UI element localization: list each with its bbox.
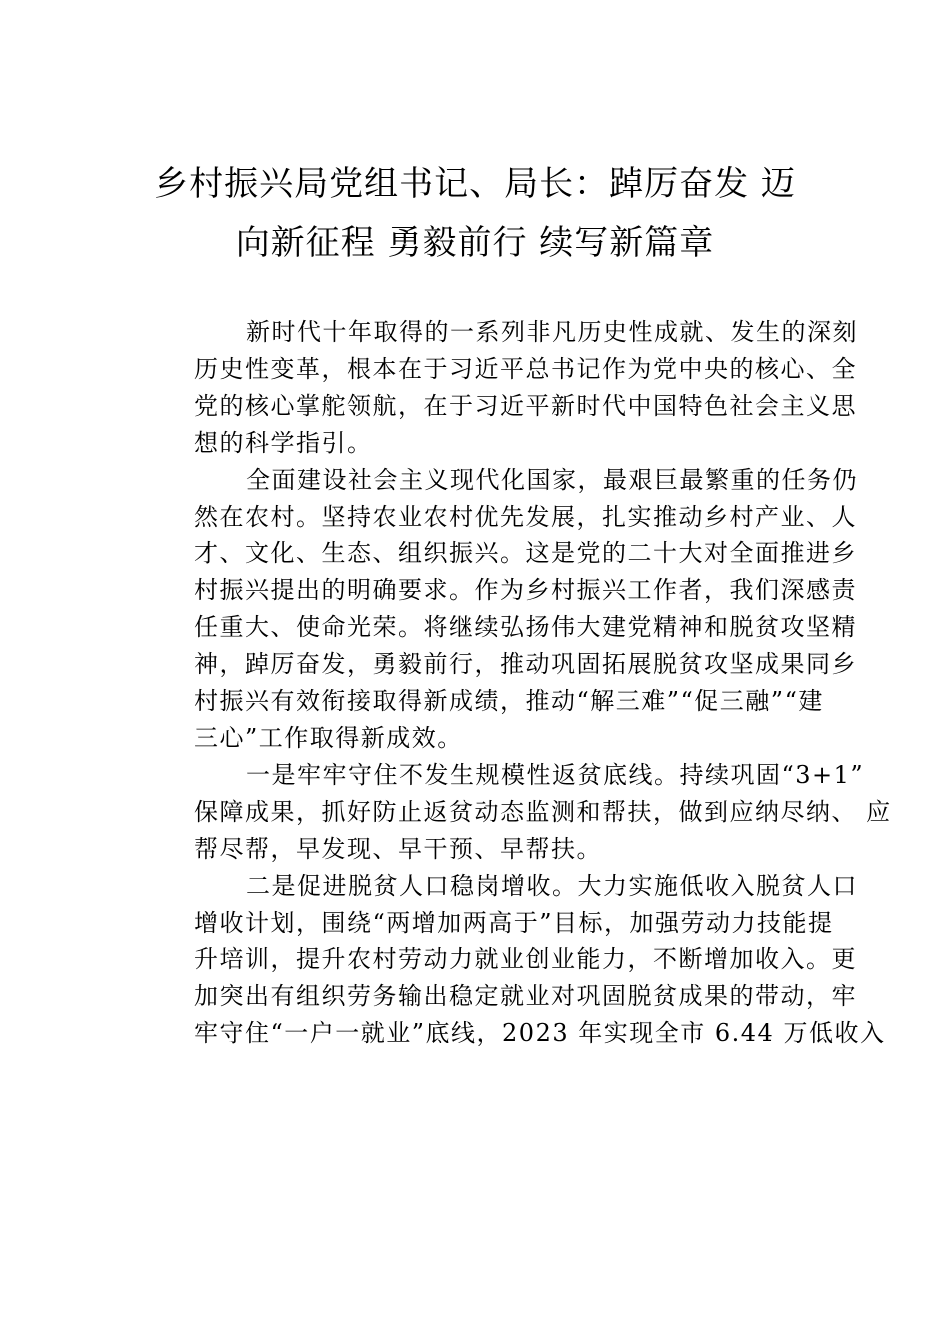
paragraph-1 [146, 314, 858, 462]
title-line: 乡村振兴局党组书记、局长：踔厉奋发 迈 [154, 164, 796, 204]
text-line: 升培训，提升农村劳动力就业创业能力，不断增加收入。更 [194, 945, 857, 974]
text-line: 神，踔厉奋发，勇毅前行，推动巩固拓展脱贫攻坚成果同乡 [194, 650, 857, 679]
text-line: 全面建设社会主义现代化国家，最艰巨最繁重的任务仍 [246, 465, 858, 494]
text-line: 保障成果，抓好防止返贫动态监测和帮扶，做到应纳尽纳、 应 [194, 797, 892, 826]
text-line: 新时代十年取得的一系列非凡历史性成就、发生的深刻 [246, 318, 858, 346]
text-line: 任重大、使命光荣。将继续弘扬伟大建党精神和脱贫攻坚精 [194, 613, 857, 642]
title-line: 向新征程 勇毅前行 续写新篇章 [235, 223, 715, 263]
text-line: 然在农村。坚持农业农村优先发展，扎实推动乡村产业、人 [194, 502, 857, 531]
paragraph-2 [146, 462, 858, 757]
text-line: 帮尽帮，早发现、早干预、早帮扶。 [194, 834, 602, 863]
text-line: 才、文化、生态、组织振兴。这是党的二十大对全面推进乡 [194, 539, 857, 568]
text-line: 牢守住“一户一就业”底线，2023 年实现全市 6.44 万低收入 [194, 1019, 886, 1048]
text-line: 增收计划，围绕“两增加两高于”目标，加强劳动力技能提 [194, 908, 834, 937]
text-line: 村振兴有效衔接取得新成绩，推动“解三难”“促三融”“建 [194, 687, 824, 716]
document-title [140, 155, 810, 273]
paragraph-3 [146, 757, 892, 868]
text-line: 三心”工作取得新成效。 [194, 723, 463, 752]
text-line: 加突出有组织劳务输出稳定就业对巩固脱贫成果的带动，牢 [194, 982, 857, 1011]
text-line: 党的核心掌舵领航，在于习近平新时代中国特色社会主义思 [194, 391, 857, 420]
text-line: 二是促进脱贫人口稳岗增收。大力实施低收入脱贫人口 [246, 871, 858, 900]
paragraph-4 [146, 868, 886, 1053]
document-body [146, 314, 892, 1052]
text-line: 一是牢牢守住不发生规模性返贫底线。持续巩固“3+1” [246, 760, 865, 789]
text-line: 想的科学指引。 [194, 428, 373, 457]
text-line: 历史性变革，根本在于习近平总书记作为党中央的核心、全 [194, 354, 857, 383]
text-line: 村振兴提出的明确要求。作为乡村振兴工作者，我们深感责 [194, 576, 857, 605]
